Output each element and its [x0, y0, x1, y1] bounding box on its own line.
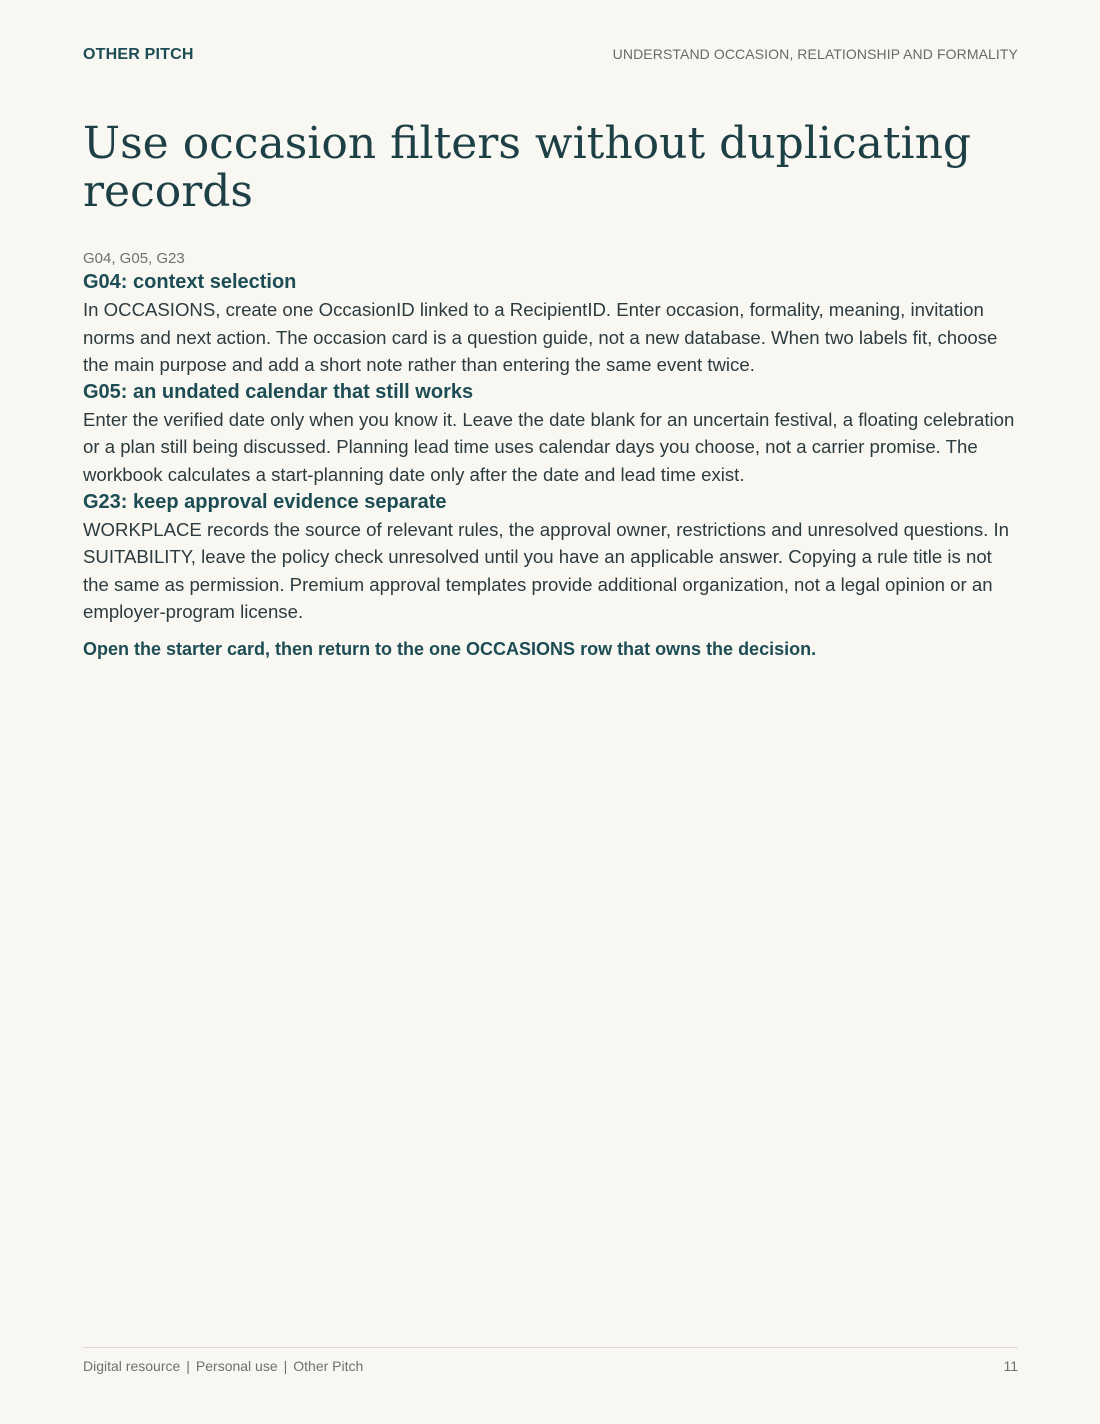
page-footer [83, 1358, 1018, 1374]
footer-item-brand: Other Pitch [293, 1358, 364, 1374]
footer-separator: | [283, 1358, 288, 1374]
section-heading-g04: G04: context selection [83, 271, 297, 293]
footer-divider [83, 1347, 1018, 1348]
section-body-g04: In OCCASIONS, create one OccasionID linked to a RecipientID. Enter occasion, formality, meaning, invitation norms and next action. The occasion card is a question guide, not a new database. When two labels fit, choose the main purpose and add a short note rather than entering the same event twice. [83, 299, 998, 376]
section-heading-g05: G05: an undated calendar that still works [83, 380, 474, 403]
call-to-action: Open the starter card, then return to the one OCCASIONS row that owns the decision. [83, 638, 817, 659]
footer-separator: | [186, 1358, 190, 1374]
main-content [83, 248, 1018, 663]
page-title: Use occasion filters without duplicating records [83, 118, 972, 217]
section-heading-g23: G23: keep approval evidence separate [83, 490, 447, 513]
section-body-g23: WORKPLACE records the source of relevant rules, the approval owner, restrictions and unresolved questions. In SUITABILITY, leave the policy check unresolved until you have an applicable answer. Copying a rule title is not the same as permission. Premium approval templates provide additional organization, not a legal opinion or an employer-program license. [83, 518, 1010, 623]
document-page [83, 0, 1018, 1424]
footer-item-usage: Personal use [195, 1358, 278, 1374]
footer-meta [83, 1358, 363, 1374]
guide-codes: G04, G05, G23 [83, 250, 185, 267]
page-number: 11 [1003, 1358, 1018, 1374]
running-header [83, 46, 1018, 64]
brand-label: OTHER PITCH [83, 46, 194, 63]
footer-item-resource: Digital resource [83, 1358, 181, 1374]
section-label: UNDERSTAND OCCASION, RELATIONSHIP AND FORMALITY [612, 46, 1018, 62]
section-body-g05: Enter the verified date only when you know it. Leave the date blank for an uncertain festival, a floating celebration or a plan still being discussed. Planning lead time uses calendar days you choose, not a carrier promise. The workbook calculates a start-planning date only after the date and lead time exist. [83, 408, 1015, 485]
